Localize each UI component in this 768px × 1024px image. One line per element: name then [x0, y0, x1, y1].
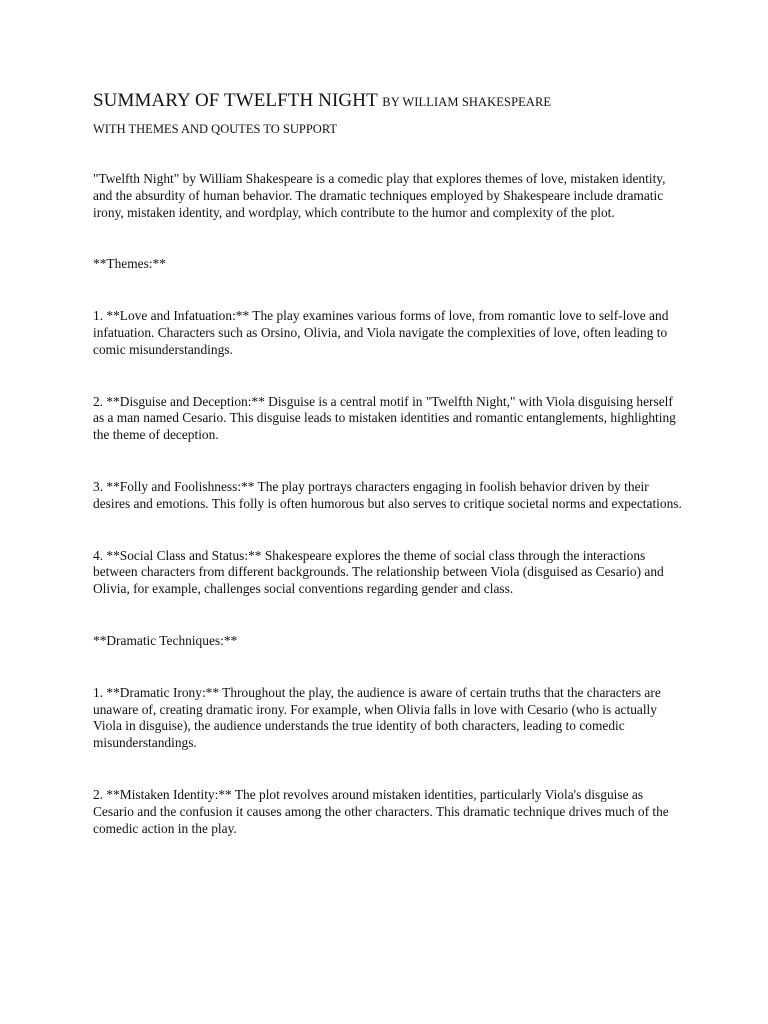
- theme-item: 3. **Folly and Foolishness:** The play portrays characters engaging in foolish behavior driven by their desires and emotions. This folly is often humorous but also serves to critique societal norms and expectations.: [93, 478, 682, 511]
- title-byline: BY WILLIAM SHAKESPEARE: [382, 95, 552, 109]
- technique-item: 2. **Mistaken Identity:** The plot revolves around mistaken identities, particularly Viola's disguise as Cesario and the confusion it causes among the other characters. This dramatic technique drives much of the comedic action in the play.: [93, 786, 669, 836]
- intro-paragraph: "Twelfth Night" by William Shakespeare is a comedic play that explores themes of love, mistaken identity, and the absurdity of human behavior. The dramatic techniques employed by Shakespeare include dramatic irony, mistaken identity, and wordplay, which contribute to the humor and complexity of the plot.: [93, 171, 666, 220]
- theme-item: 2. **Disguise and Deception:** Disguise is a central motif in "Twelfth Night," with Viola disguising herself as a man named Cesario. This disguise leads to mistaken identities and romantic entanglements, highlighting the theme of deception.: [93, 393, 676, 443]
- title-main: SUMMARY OF TWELFTH NIGHT: [93, 90, 378, 111]
- theme-item: 4. **Social Class and Status:** Shakespeare explores the theme of social class through the interactions between characters from different backgrounds. The relationship between Viola (disguised as Cesario) and Olivia, for example, challenges social conventions regarding gender and class.: [93, 547, 664, 597]
- document-page: [93, 90, 683, 837]
- techniques-heading: **Dramatic Techniques:**: [93, 632, 238, 648]
- theme-item: 1. **Love and Infatuation:** The play examines various forms of love, from romantic love to self-love and infatuation. Characters such as Orsino, Olivia, and Viola navigate the complexities of love, often leading to comic misunderstandings.: [93, 308, 669, 357]
- themes-heading: **Themes:**: [93, 256, 166, 272]
- document-subtitle: WITH THEMES AND QOUTES TO SUPPORT: [93, 122, 338, 136]
- document-title: [93, 90, 683, 113]
- technique-item: 1. **Dramatic Irony:** Throughout the play, the audience is aware of certain truths that the characters are unaware of, creating dramatic irony. For example, when Olivia falls in love with Cesario (who is actually Viola in disguise), the audience understands the true identity of both characters, leading to comedic misunderstandings.: [93, 684, 661, 751]
